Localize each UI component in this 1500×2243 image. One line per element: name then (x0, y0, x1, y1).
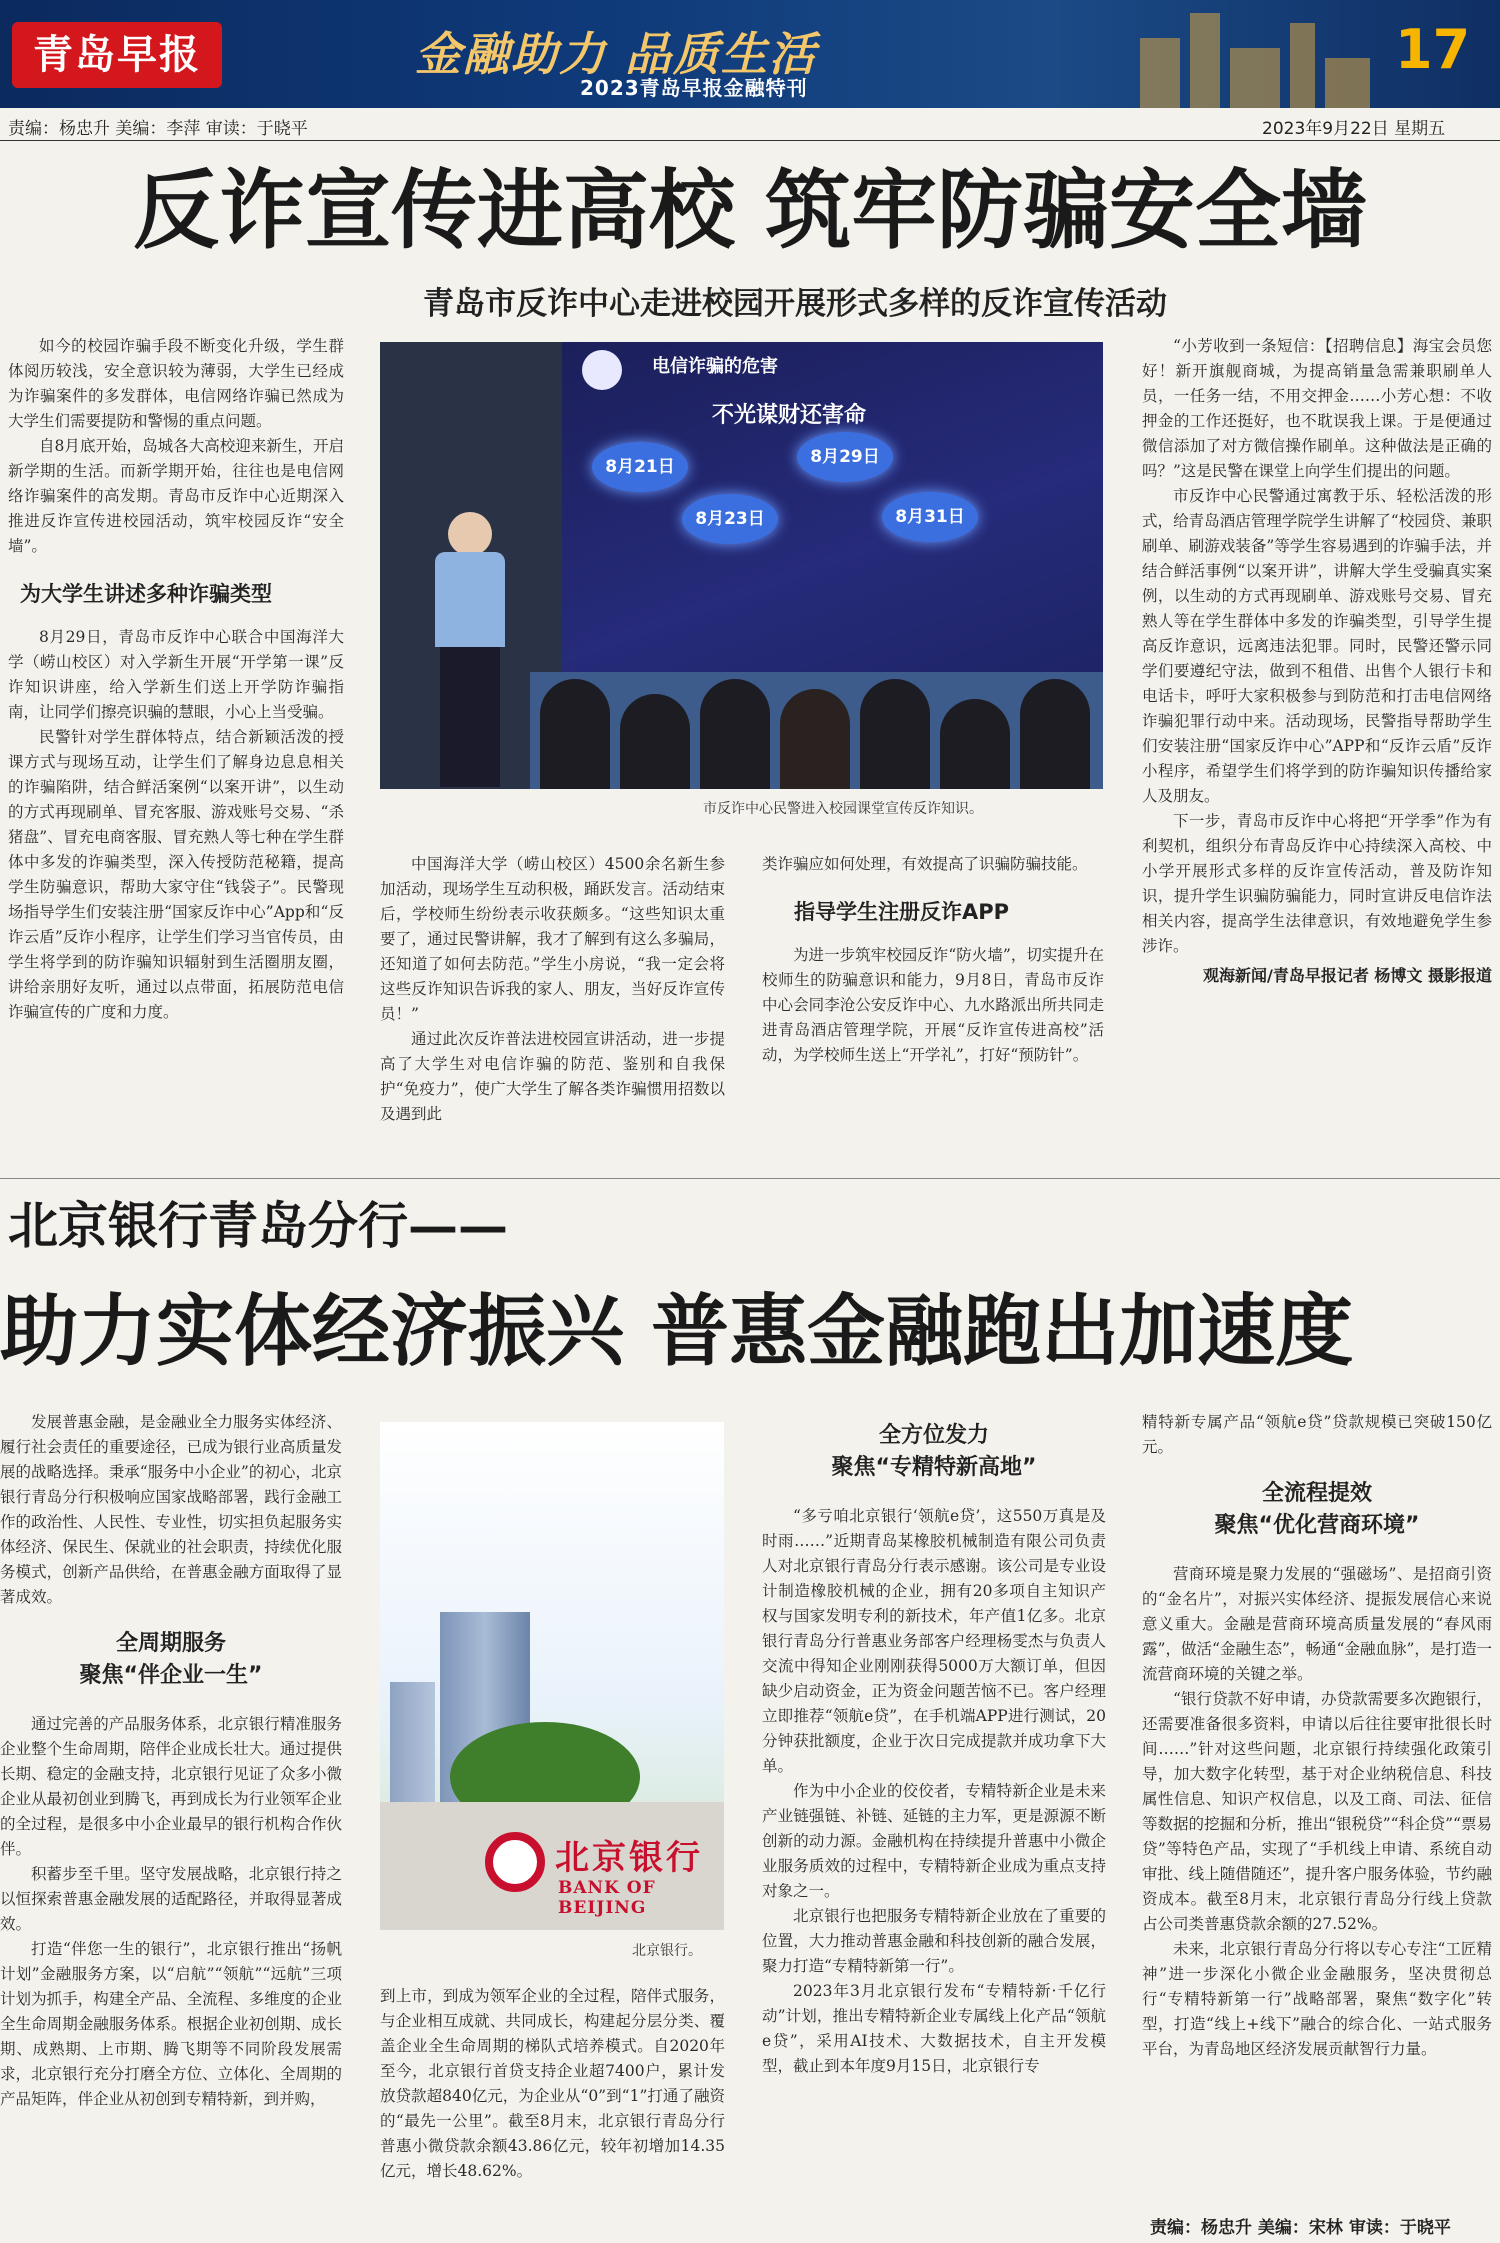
paragraph: “银行贷款不好申请，办贷款需要多次跑银行，还需要准备很多资料，申请以后往往要审批很长时间……”针对这些问题，北京银行持续强化政策引导，加大数字化转型，基于对企业纳税信息、科技属性信息、知识产权信息，以及工商、司法、征信等数据的挖掘和分析，推出“银税贷”“科企贷”“票易贷”等特色产品，实现了“手机线上申请、系统自动审批、线上随借随还”，提升客户服务体验，节约融资成本。截至8月末，北京银行青岛分行线上贷款占公司类普惠贷款余额的27.52%。 (1142, 1690, 1492, 1933)
article2-column-3 (762, 1420, 1106, 2079)
timeline-date: 8月21日 (592, 442, 688, 492)
section-heading-line: 全流程提效 (1261, 1481, 1372, 1506)
lecture-photo (380, 342, 1103, 789)
page-number: 17 (1395, 18, 1471, 81)
article1-subheadline: 青岛市反诈中心走进校园开展形式多样的反诈宣传活动 (423, 286, 1167, 322)
audience-area (530, 672, 1103, 789)
article1-column-3 (762, 852, 1104, 1068)
section-heading-line: 全方位发力 (878, 1423, 989, 1448)
screen-title: 电信诈骗的危害 (652, 356, 778, 377)
paragraph: 打造“伴您一生的银行”，北京银行推出“扬帆计划”金融服务方案，以“启航”“领航”“远航”三项计划为抓手，构建全产品、全流程、多维度的企业全生命周期金融服务体系。根据企业初创期、成长期、成熟期、上市期、腾飞期等不同阶段发展需求，北京银行充分打磨全方位、立体化、全周期的产品矩阵，伴企业从初创到专精特新，到并购， (0, 1940, 342, 2108)
paragraph: 为进一步筑牢校园反诈“防火墙”，切实提升在校师生的防骗意识和能力，9月8日，青岛市反诈中心会同李沧公安反诈中心、九水路派出所共同走进青岛酒店管理学院，开展“反诈宣传进高校”活动，为学校师生送上“开学礼”，打好“预防针”。 (762, 946, 1104, 1064)
paragraph: 市反诈中心民警通过寓教于乐、轻松活泼的形式，给青岛酒店管理学院学生讲解了“校园贷、兼职刷单、刷游戏装备”等学生容易遇到的诈骗手法，并结合鲜活事例“以案开讲”，讲解大学生受骗真实案例，以生动的方式再现刷单、游戏账号交易、冒充熟人等在学生群体中多发的诈骗类型，引导学生提高反诈意识，远离违法犯罪。同时，民警还警示同学们要遵纪守法，做到不租借、出售个人银行卡和电话卡，呼吁大家积极参与到防范和打击电信网络诈骗犯罪行动中来。活动现场，民警指导帮助学生们安装注册“国家反诈中心”APP和“反诈云盾”反诈小程序，希望学生们将学到的防诈骗知识传播给家人及朋友。 (1142, 487, 1492, 805)
article-byline: 观海新闻/青岛早报记者 杨博文 摄影报道 (1203, 966, 1492, 985)
article2-headline: 助力实体经济振兴 普惠金融跑出加速度 (0, 1287, 1354, 1377)
bank-sign (380, 1802, 724, 1930)
skyline-decoration (1140, 38, 1180, 108)
section-heading-line: 聚焦“专精特新高地” (831, 1455, 1037, 1480)
photo-caption: 市反诈中心民警进入校园课堂宣传反诈知识。 (703, 801, 983, 817)
article2-column-4 (1142, 1410, 1492, 2062)
paragraph: 2023年3月北京银行发布“专精特新·千亿行动”计划，推出专精特新企业专属线上化产品“领航e贷”，采用AI技术、大数据技术，自主开发模型，截止到本年度9月15日，北京银行专 (762, 1982, 1106, 2075)
article1-column-2 (380, 852, 725, 1127)
timeline-date: 8月23日 (682, 494, 778, 544)
bank-sign-name: 北京银行 (555, 1838, 703, 1878)
section-heading (762, 1420, 1106, 1484)
divider (0, 1178, 1500, 1179)
divider (0, 140, 1500, 141)
paragraph: “小芳收到一条短信：【招聘信息】海宝会员您好！新开旗舰商城，为提高销量急需兼职刷单人员，一任务一结，不用交押金……小芳心想：不收押金的工作还挺好，也不耽误我上课。于是便通过微信添加了对方微信操作刷单。这种做法是正确的吗？”这是民警在课堂上向学生们提出的问题。 (1142, 337, 1492, 480)
police-badge-icon (582, 350, 622, 390)
section-heading-line: 全周期服务 (115, 1631, 226, 1656)
skyline-decoration (1230, 48, 1280, 108)
bank-logo-icon (485, 1832, 545, 1892)
article2-column-2 (380, 1984, 725, 2184)
section-heading-line: 聚焦“伴企业一生” (79, 1663, 263, 1688)
paragraph: 发展普惠金融，是金融业全力服务实体经济、履行社会责任的重要途径，已成为银行业高质量发展的战略选择。秉承“服务中小企业”的初心，北京银行青岛分行积极响应国家战略部署，践行金融工作的政治性、人民性、专业性，切实担负起服务实体经济、保民生、保就业的社会职责，持续优化服务模式，创新产品供给，在普惠金融方面取得了显著成效。 (0, 1413, 342, 1606)
paragraph: 通过此次反诈普法进校园宣讲活动，进一步提高了大学生对电信诈骗的防范、鉴别和自我保护“免疫力”，使广大学生了解各类诈骗惯用招数以及遇到此 (380, 1030, 725, 1123)
skyline-decoration (1325, 58, 1370, 108)
paragraph: 如今的校园诈骗手段不断变化升级，学生群体阅历较浅，安全意识较为薄弱，大学生已经成为诈骗案件的多发群体，电信网络诈骗已然成为大学生们需要提防和警惕的重点问题。 (8, 337, 344, 430)
section-heading: 指导学生注册反诈APP (794, 900, 1010, 924)
speaker-head (448, 512, 492, 556)
paragraph: 北京银行也把服务专精特新企业放在了重要的位置，大力推动普惠金融和科技创新的融合发展，聚力打造“专精特新第一行”。 (762, 1907, 1106, 1975)
paragraph: 到上市，到成为领军企业的全过程，陪伴式服务，与企业相互成就、共同成长，构建起分层分类、覆盖企业全生命周期的梯队式培养模式。自2020年至今，北京银行首贷支持企业超7400户，累计发放贷款超840亿元，为企业从“0”到“1”打通了融资的“最先一公里”。截至8月末，北京银行青岛分行普惠小微贷款余额43.86亿元，较年初增加14.35亿元，增长48.62%。 (380, 1987, 725, 2180)
editor-credits: 责编：杨忠升 美编：李萍 审读：于晓平 (8, 119, 308, 139)
section-heading-line: 聚焦“优化营商环境” (1214, 1513, 1420, 1538)
skyline-decoration (1290, 23, 1315, 108)
building (390, 1682, 435, 1822)
paragraph: 精特新专属产品“领航e贷”贷款规模已突破150亿元。 (1142, 1413, 1492, 1456)
photo-caption: 北京银行。 (632, 1943, 702, 1959)
article1-headline: 反诈宣传进高校 筑牢防骗安全墙 (133, 161, 1367, 261)
footer-editor-credits: 责编：杨忠升 美编：宋林 审读：于晓平 (1150, 2218, 1451, 2238)
timeline-date: 8月31日 (882, 492, 978, 542)
special-edition-label: 2023青岛早报金融特刊 (580, 76, 808, 100)
skyline-decoration (1190, 13, 1220, 108)
timeline-date: 8月29日 (797, 432, 893, 482)
paragraph: 民警针对学生群体特点，结合新颖活泼的授课方式与现场互动，让学生们了解身边息息相关的诈骗陷阱，结合鲜活案例“以案开讲”，以生动的方式再现刷单、冒充客服、游戏账号交易、“杀猪盘”、冒充电商客服、冒充熟人等七种在学生群体中多发的诈骗类型，深入传授防范秘籍，提高学生防骗意识，帮助大家守住“钱袋子”。民警现场指导学生们安装注册“国家反诈中心”App和“反诈云盾”反诈小程序，让学生们学习当官传员，由学生将学到的防诈骗知识辐射到生活圈朋友圈，讲给亲朋好友听，通过以点带面，拓展防范电信诈骗宣传的广度和力度。 (8, 728, 344, 1021)
article1-column-1 (8, 334, 344, 1025)
paragraph: 通过完善的产品服务体系，北京银行精准服务企业整个生命周期，陪伴企业成长壮大。通过提供长期、稳定的金融支持，北京银行见证了众多小微企业从最初创业到腾飞，再到成长为行业领军企业的全过程，是很多中小企业最早的银行机构合作伙伴。 (0, 1715, 342, 1858)
bank-sign-english: BANK OF BEIJING (558, 1878, 656, 1918)
paragraph: 8月29日，青岛市反诈中心联合中国海洋大学（崂山校区）对入学新生开展“开学第一课”反诈知识讲座，给入学新生们送上开学防诈骗指南，让同学们擦亮识骗的慧眼，小心上当受骗。 (8, 628, 344, 721)
paragraph: 未来，北京银行青岛分行将以专心专注“工匠精神”进一步深化小微企业金融服务，坚决贯彻总行“专精特新第一行”战略部署，聚焦“数字化”转型，打造“线上+线下”融合的综合化、一站式服务平台，为青岛地区经济发展贡献智行力量。 (1142, 1940, 1492, 2058)
bank-photo (380, 1422, 724, 1930)
article2-column-1 (0, 1410, 342, 2112)
paragraph: 营商环境是聚力发展的“强磁场”、是招商引资的“金名片”，对振兴实体经济、提振发展信心来说意义重大。金融是营商环境高质量发展的“春风雨露”，做活“金融生态”，畅通“金融血脉”，是打造一流营商环境的关键之举。 (1142, 1565, 1492, 1683)
section-heading: 为大学生讲述多种诈骗类型 (20, 582, 272, 606)
section-heading (0, 1628, 342, 1692)
article1-column-4 (1142, 334, 1492, 989)
screen-subtitle: 不光谋财还害命 (712, 403, 867, 428)
paragraph: 类诈骗应如何处理，有效提高了识骗防骗技能。 (762, 855, 1088, 873)
section-heading (1142, 1478, 1492, 1542)
speaker-trousers (440, 647, 500, 787)
paragraph: 积蓄步至千里。坚守发展战略，北京银行持之以恒探索普惠金融发展的适配路径，并取得显著成效。 (0, 1865, 342, 1933)
speaker-uniform (435, 552, 505, 647)
paragraph: “多亏咱北京银行‘领航e贷’，这550万真是及时雨……”近期青岛某橡胶机械制造有限公司负责人对北京银行青岛分行表示感谢。该公司是专业设计制造橡胶机械的企业，拥有20多项自主知识产权与国家发明专利的新技术，年产值1亿多。北京银行青岛分行普惠业务部客户经理杨雯杰与负责人交流中得知企业刚刚获得5000万大额订单，但因缺少启动资金，正为资金问题苦恼不已。客户经理立即推荐“领航e贷”，在手机端APP进行测试，20分钟获批额度，企业于次日完成提款并成功拿下大单。 (762, 1507, 1106, 1775)
paragraph: 中国海洋大学（崂山校区）4500余名新生参加活动，现场学生互动积极，踊跃发言。活动结束后，学校师生纷纷表示收获颇多。“这些知识太重要了，通过民警讲解，我才了解到有这么多骗局，还知道了如何去防范。”学生小房说，“我一定会将这些反诈知识告诉我的家人、朋友，当好反诈宣传员！” (380, 855, 725, 1023)
projection-screen (562, 342, 1103, 672)
paragraph: 作为中小企业的佼佼者，专精特新企业是未来产业链强链、补链、延链的主力军，更是源源不断创新的动力源。金融机构在持续提升普惠中小微企业服务质效的过程中，专精特新企业成为重点支持对象之一。 (762, 1782, 1106, 1900)
article2-kicker: 北京银行青岛分行—— (8, 1196, 508, 1255)
masthead-banner (0, 0, 1500, 108)
paragraph: 下一步，青岛市反诈中心将把“开学季”作为有利契机，组织分布青岛反诈中心持续深入高校、中小学开展形式多样的反诈宣传活动，普及防诈知识，提升学生识骗防骗能力，同时宣讲反电信诈法相关内容，提高学生法律意识，有效地避免学生参涉诈。 (1142, 812, 1492, 955)
newspaper-logo: 青岛早报 (12, 22, 222, 88)
special-slogan: 金融助力 品质生活 (415, 27, 818, 81)
paragraph: 自8月底开始，岛城各大高校迎来新生，开启新学期的生活。而新学期开始，往往也是电信网络诈骗案件的高发期。青岛市反诈中心近期深入推进反诈宣传进校园活动，筑牢校园反诈“安全墙”。 (8, 437, 344, 555)
issue-date: 2023年9月22日 星期五 (1262, 119, 1446, 139)
